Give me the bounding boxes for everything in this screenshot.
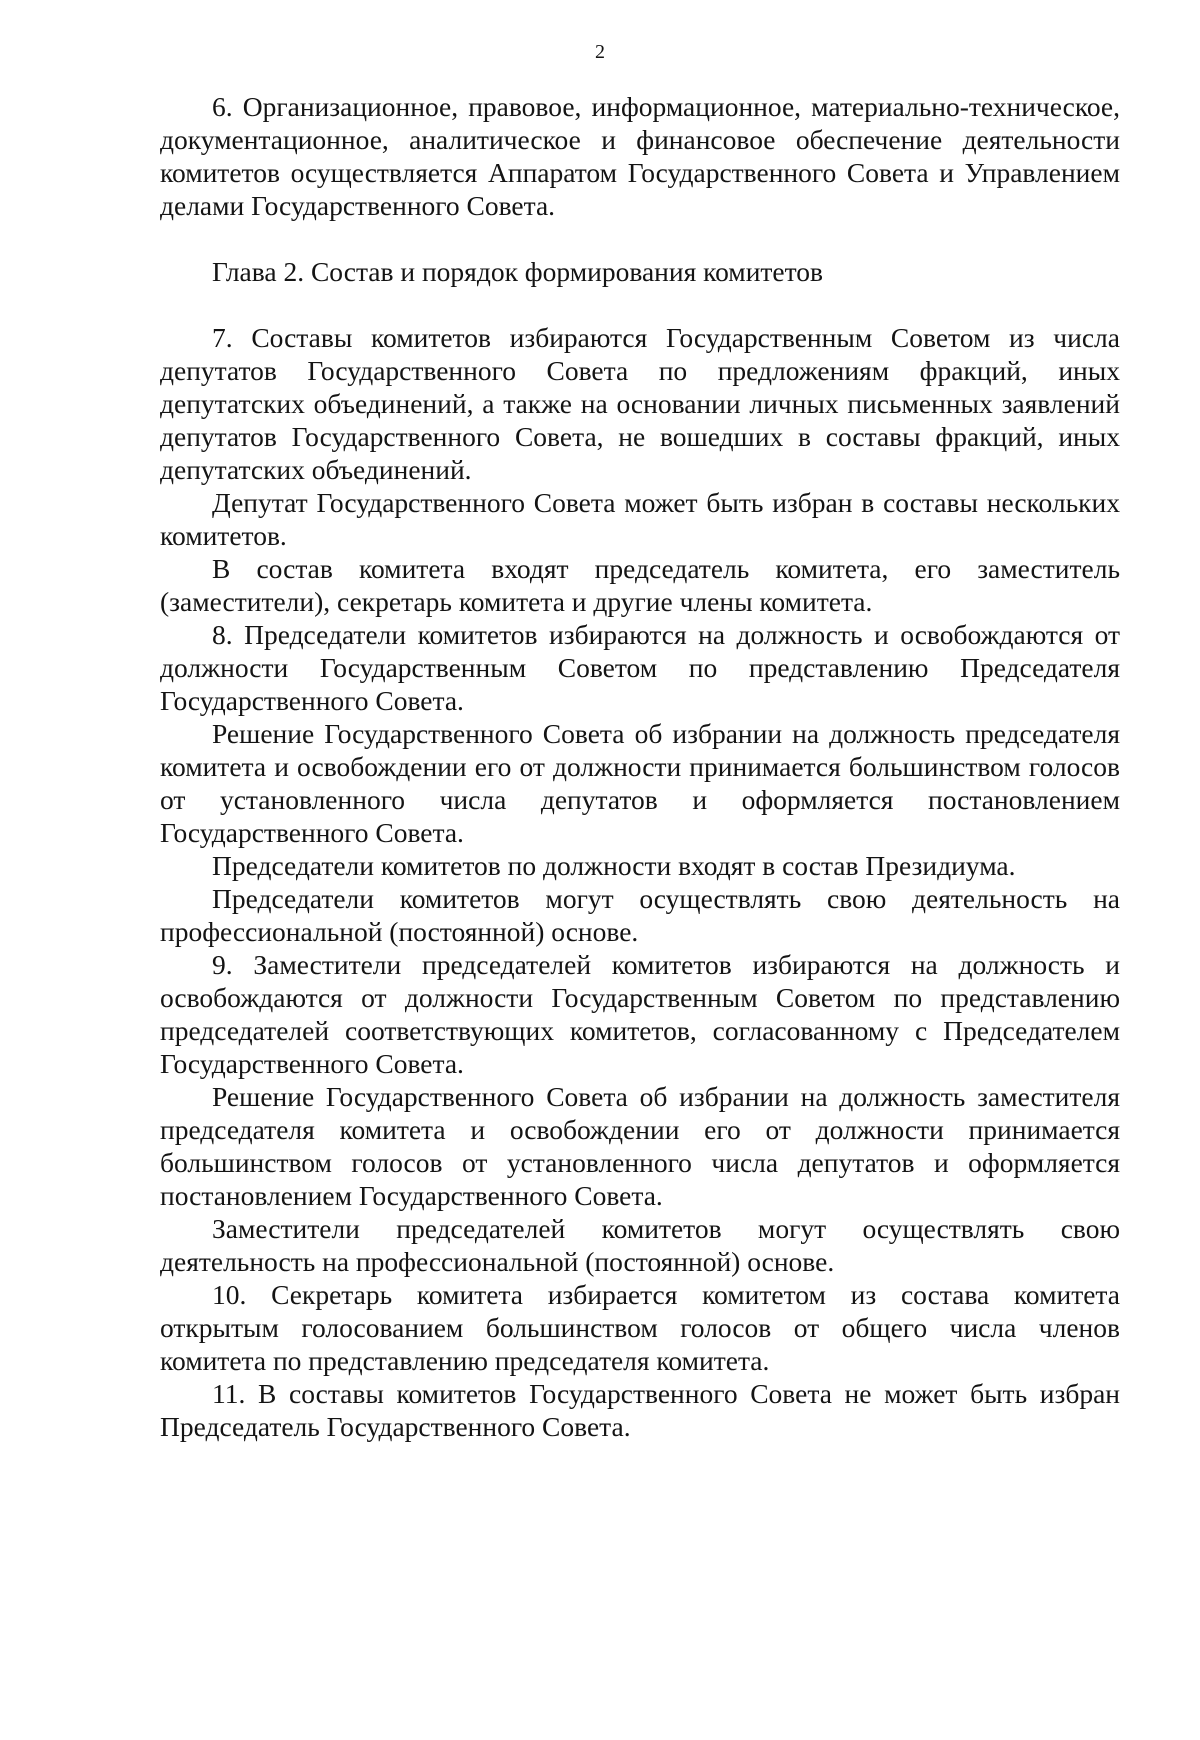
- paragraph-item-9-decision: Решение Государственного Совета об избрании на должность заместителя председателя комитета и освобождении его от должности принимается большинством голосов от установленного числа депутатов и оформляется постановлением Государственного Совета.: [160, 1081, 1120, 1211]
- paragraph-item-8-presidium: Председатели комитетов по должности входят в состав Президиума.: [212, 850, 1016, 881]
- paragraph-item-9-professional: Заместители председателей комитетов могут осуществлять свою деятельность на профессиональной (постоянной) основе.: [160, 1213, 1120, 1277]
- paragraph-item-8-decision: Решение Государственного Совета об избрании на должность председателя комитета и освобождении его от должности принимается большинством голосов от установленного числа депутатов и оформляется постановлением Государственного Совета.: [160, 718, 1120, 848]
- paragraph-item-8-professional: Председатели комитетов могут осуществлять свою деятельность на профессиональной (постоянной) основе.: [160, 883, 1120, 947]
- paragraph-item-9: 9. Заместители председателей комитетов избираются на должность и освобождаются от должности Государственным Советом по представлению председателей соответствующих комитетов, согласованному с Председателем Государственного Совета.: [160, 949, 1120, 1079]
- chapter-heading: Глава 2. Состав и порядок формирования комитетов: [212, 256, 824, 287]
- paragraph-item-8: 8. Председатели комитетов избираются на должность и освобождаются от должности Государственным Советом по представлению Председателя Государственного Совета.: [160, 619, 1120, 716]
- paragraph-item-6: 6. Организационное, правовое, информационное, материально-техническое, документационное, аналитическое и финансовое обеспечение деятельности комитетов осуществляется Аппаратом Государственного Совета и Управлением делами Государственного Совета.: [160, 91, 1120, 221]
- paragraph-item-11: 11. В составы комитетов Государственного Совета не может быть избран Председатель Государственного Совета.: [160, 1378, 1120, 1442]
- page-number: 2: [595, 41, 605, 63]
- document-body: [160, 90, 1120, 1443]
- paragraph-item-7: 7. Составы комитетов избираются Государственным Советом из числа депутатов Государственного Совета по предложениям фракций, иных депутатских объединений, а также на основании личных письменных заявлений депутатов Государственного Совета, не вошедших в составы фракций, иных депутатских объединений.: [160, 322, 1120, 485]
- paragraph-item-10: 10. Секретарь комитета избирается комитетом из состава комитета открытым голосованием большинством голосов от общего числа членов комитета по представлению председателя комитета.: [160, 1279, 1120, 1376]
- paragraph-item-7-deputy: Депутат Государственного Совета может быть избран в составы нескольких комитетов.: [160, 487, 1120, 551]
- paragraph-item-7-composition: В состав комитета входят председатель комитета, его заместитель (заместители), секретарь комитета и другие члены комитета.: [160, 553, 1120, 617]
